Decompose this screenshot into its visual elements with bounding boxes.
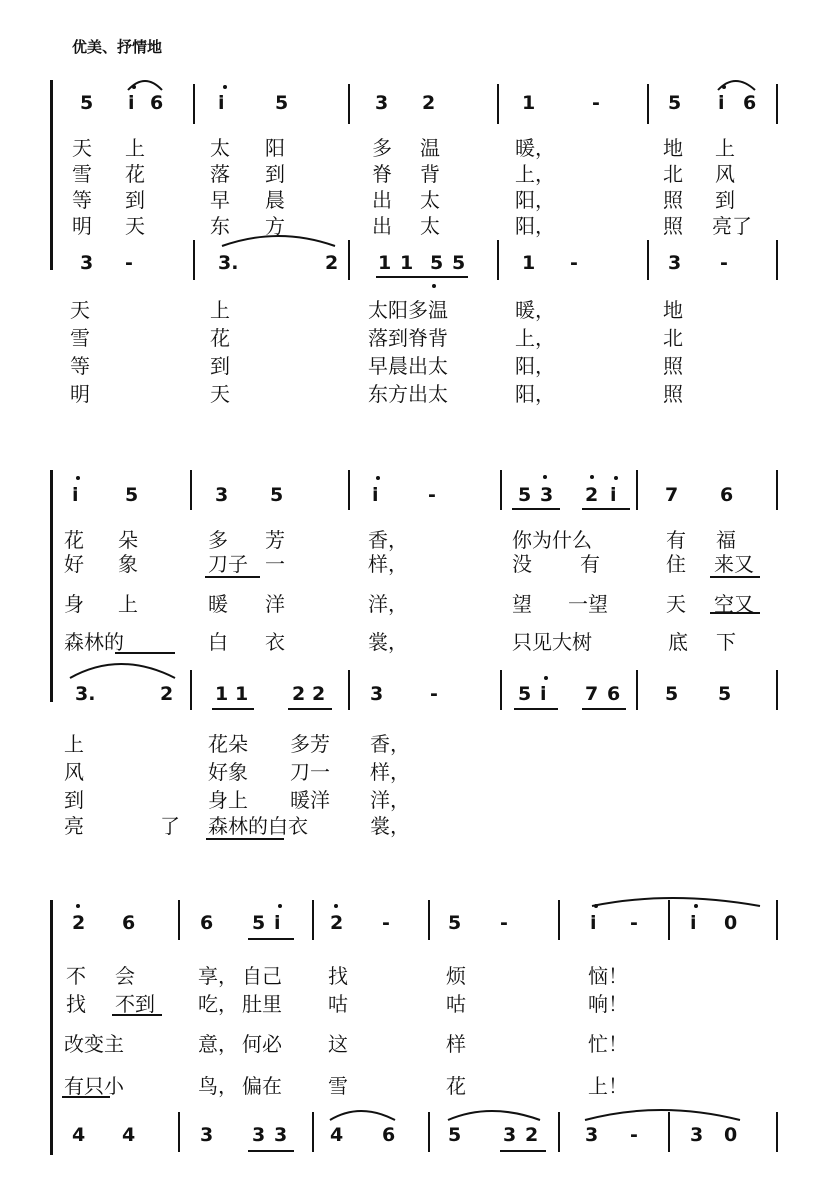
note: 6 [743,92,757,114]
octave-dot [614,476,618,480]
lyric: 福 [716,528,736,552]
note: 5 [518,484,532,506]
lyric: 香， [370,732,410,756]
lyric: 鸟， [198,1074,238,1098]
lyric: 自己 [242,964,282,988]
octave-dot [76,904,80,908]
lyric: 洋， [368,592,408,616]
lyric: 会 [115,964,135,988]
lyric: 找 [328,964,348,988]
note: 5 [448,912,462,934]
note: i [690,912,697,934]
octave-dot [722,85,726,89]
note: 5 [80,92,94,114]
note: - [500,912,508,934]
lyric: 地 [663,298,683,322]
lyric: 衣 [265,630,285,654]
lyric: 有 [666,528,686,552]
note: 3. [218,252,239,274]
note: 5 [718,683,732,705]
lyric: 意， [198,1032,238,1056]
note: - [630,1124,638,1146]
note: 6 [607,683,621,705]
lyric: 你为什么 [512,528,592,552]
note: i [610,484,617,506]
lyric: 刀一 [290,760,330,784]
lyric: 阳， [515,188,555,212]
lyric: 找 [66,992,86,1016]
lyric: 晨 [265,188,285,212]
note: 2 [325,252,339,274]
note: 2 [292,683,306,705]
lyric: 暖， [515,136,555,160]
lyric: 不 [66,964,86,988]
lyric: 太 [210,136,230,160]
note: 3 [200,1124,214,1146]
note: 3 [375,92,389,114]
lyric: 明 [70,382,90,406]
lyric: 芳 [265,528,285,552]
lyric: 方 [265,214,285,238]
lyric: 偏在 [242,1074,282,1098]
lyric: 亮 [64,814,84,838]
lyric: 白 [208,630,228,654]
lyric: 身 [64,592,84,616]
lyric: 望 [512,592,532,616]
note: i [718,92,725,114]
lyric: 咕 [328,992,348,1016]
note: 5 [125,484,139,506]
note: 5 [518,683,532,705]
lyric: 雪 [72,162,92,186]
note: 5 [270,484,284,506]
lyric: 风 [64,760,84,784]
lyric: 多 [208,528,228,552]
lyric: 到 [125,188,145,212]
note: 3 [585,1124,599,1146]
note: i [372,484,379,506]
note: 5 [665,683,679,705]
note: 4 [122,1124,136,1146]
lyric: 上！ [588,1074,628,1098]
lyric: 阳， [515,354,555,378]
note: 2 [330,912,344,934]
tempo-marking: 优美、抒情地 [72,38,163,56]
lyric: 样， [370,760,410,784]
lyric: 到 [715,188,735,212]
lyric: 上， [515,326,555,350]
lyric: 天 [72,136,92,160]
lyric: 到 [210,354,230,378]
lyric: 落 [210,162,230,186]
note: 3 [215,484,229,506]
lyric: 底 [668,630,688,654]
note: 1 [400,252,414,274]
lyric: 只见大树 [512,630,592,654]
octave-dot [76,476,80,480]
note: 5 [448,1124,462,1146]
octave-dot [223,85,227,89]
note: - [125,252,133,274]
lyric: 阳 [265,136,285,160]
lyric: 亮了 [712,214,752,238]
lyric: 好 [64,552,84,576]
lyric: 暖 [208,592,228,616]
lyric: 花朵 [208,732,248,756]
note: - [592,92,600,114]
lyric: 上 [125,136,145,160]
lyric: 裳， [368,630,408,654]
note: - [570,252,578,274]
note: 7 [665,484,679,506]
octave-dot [278,904,282,908]
note: 3 [274,1124,288,1146]
note: 1 [235,683,249,705]
octave-dot [334,904,338,908]
lyric: 吃， [198,992,238,1016]
note: 1 [215,683,229,705]
lyric: 上 [715,136,735,160]
note: 1 [522,252,536,274]
lyric: 天 [210,382,230,406]
lyric: 北 [663,162,683,186]
lyric: 花 [125,162,145,186]
lyric: 照 [663,354,683,378]
lyric: 香， [368,528,408,552]
note: 3 [690,1124,704,1146]
lyric: 出 [372,188,392,212]
lyric: 太 [420,214,440,238]
lyric: 阳， [515,382,555,406]
note: i [72,484,79,506]
lyric: 等 [72,188,92,212]
lyric: 花 [64,528,84,552]
note: 3 [370,683,384,705]
lyric: 脊 [372,162,392,186]
note: 2 [160,683,174,705]
note: 4 [72,1124,86,1146]
lyric: 等 [70,354,90,378]
note: 3. [75,683,96,705]
note: 5 [452,252,466,274]
lyric: 享， [198,964,238,988]
lyric: 太 [420,188,440,212]
lyric: 太阳多温 [368,298,448,322]
note: 1 [378,252,392,274]
note: - [720,252,728,274]
lyric: 出 [372,214,392,238]
note: 2 [585,484,599,506]
note: 6 [200,912,214,934]
lyric: 不到 [115,992,155,1016]
lyric: 身上 [208,788,248,812]
lyric: 东 [210,214,230,238]
lyric: 照 [663,214,683,238]
note: 6 [150,92,164,114]
note: - [630,912,638,934]
note: 2 [525,1124,539,1146]
lyric: 早晨出太 [368,354,448,378]
note: 2 [422,92,436,114]
lyric: 北 [663,326,683,350]
lyric: 这 [328,1032,348,1056]
note: 6 [122,912,136,934]
lyric: 洋 [265,592,285,616]
lyric: 阳， [515,214,555,238]
lyric: 暖洋 [290,788,330,812]
lyric: 到 [265,162,285,186]
note: 5 [252,912,266,934]
note: i [590,912,597,934]
note: 7 [585,683,599,705]
lyric: 地 [663,136,683,160]
lyric: 落到脊背 [368,326,448,350]
lyric: 照 [663,382,683,406]
lyric: 样， [368,552,408,576]
octave-dot [132,85,136,89]
lyric: 一望 [568,592,608,616]
note: 2 [72,912,86,934]
octave-dot [376,476,380,480]
octave-dot [544,676,548,680]
lyric: 到 [64,788,84,812]
note: 5 [275,92,289,114]
lyric: 照 [663,188,683,212]
lyric: 一 [265,552,285,576]
tie [585,1110,740,1120]
lyric: 上 [64,732,84,756]
note: 6 [382,1124,396,1146]
lyric: 上， [515,162,555,186]
lyric: 多 [372,136,392,160]
octave-dot [694,904,698,908]
note: 0 [724,912,738,934]
note: 5 [430,252,444,274]
lyric: 来又 [714,552,754,576]
lyric: 象 [118,552,138,576]
lyric: 雪 [70,326,90,350]
lyric: 响！ [588,992,628,1016]
tie [70,664,175,678]
lyric: 多芳 [290,732,330,756]
lyric: 裳， [370,814,410,838]
note: 3 [540,484,554,506]
note: 5 [668,92,682,114]
note: 2 [312,683,326,705]
lyric: 上 [210,298,230,322]
lyric: 朵 [118,528,138,552]
note: 3 [252,1124,266,1146]
tie [592,898,760,906]
note: - [382,912,390,934]
lyric: 早 [210,188,230,212]
lyric: 森林的 [64,630,124,654]
note: - [428,484,436,506]
lyric: 雪 [328,1074,348,1098]
lyric: 有 [580,552,600,576]
lyric: 住 [666,552,686,576]
lyric: 了 [160,814,180,838]
lyric: 背 [420,162,440,186]
note: i [128,92,135,114]
lyric: 上 [118,592,138,616]
lyric: 花 [210,326,230,350]
lyric: 东方出太 [368,382,448,406]
lyric: 风 [715,162,735,186]
note: i [540,683,547,705]
lyric: 没 [512,552,532,576]
octave-dot [594,904,598,908]
note: 6 [720,484,734,506]
lyric: 森林的白衣 [208,814,308,838]
note: 0 [724,1124,738,1146]
lyric: 烦 [446,964,466,988]
lyric: 刀子 [208,552,248,576]
lyric: 花 [446,1074,466,1098]
note: 1 [522,92,536,114]
note: 3 [80,252,94,274]
note: 3 [668,252,682,274]
lyric: 肚里 [242,992,282,1016]
lyric: 样 [446,1032,466,1056]
lyric: 暖， [515,298,555,322]
lyric: 空又 [714,592,754,616]
slur [330,1111,395,1120]
slur [448,1111,540,1120]
lyric: 洋， [370,788,410,812]
lyric: 忙！ [588,1032,628,1056]
lyric: 改变主 [64,1032,124,1056]
note: 4 [330,1124,344,1146]
lyric: 咕 [446,992,466,1016]
note: 3 [503,1124,517,1146]
lyric: 有只小 [64,1074,124,1098]
note: - [430,683,438,705]
lyric: 天 [666,592,686,616]
note: i [274,912,281,934]
lyric: 明 [72,214,92,238]
note: i [218,92,225,114]
lyric: 恼！ [588,964,628,988]
tie [222,236,335,246]
lyric: 好象 [208,760,248,784]
lyric: 温 [420,136,440,160]
lyric: 下 [716,630,736,654]
lyric: 天 [125,214,145,238]
lyric: 天 [70,298,90,322]
lyric: 何必 [242,1032,282,1056]
